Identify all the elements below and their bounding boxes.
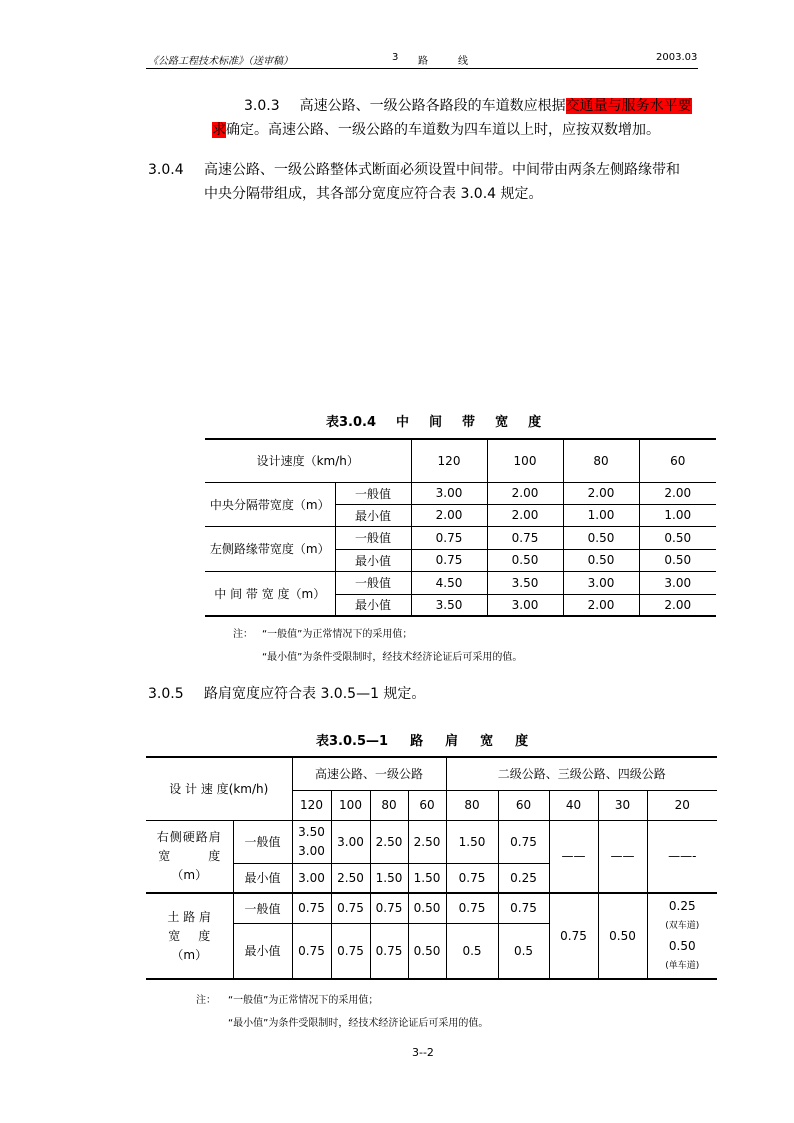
row-label-hard-shoulder: [146, 820, 233, 893]
soil-shoulder-label-3: （m）: [171, 947, 208, 962]
value-cell: 0.50: [639, 549, 716, 571]
header-rule: [146, 68, 698, 69]
value-cell: 0.75: [331, 893, 370, 923]
speed-header: 设计速度（km/h）: [205, 439, 411, 482]
value-cell: 0.50: [487, 549, 563, 571]
table-3-0-4-note-2: “最小值”为条件受限制时，经技术经济论证后可采用的值。: [262, 652, 523, 663]
speed-cell: 80: [370, 790, 408, 820]
label-char: 宽: [158, 848, 171, 863]
row-label-left-edge-strip: 左侧路缘带宽度（m）: [205, 526, 335, 571]
speed-cell: 100: [487, 439, 563, 482]
value-cell: 3.00: [292, 863, 331, 893]
caption-char: 间: [429, 415, 443, 430]
table-3-0-4-caption: [326, 411, 541, 430]
caption-char: 度: [528, 415, 542, 430]
value-cell: 3.50: [411, 594, 487, 616]
table-3-0-5-1-caption: [316, 730, 528, 749]
row-label-soil-shoulder: [146, 893, 233, 979]
value-cell: 2.50: [408, 820, 446, 863]
speed-cell: 30: [598, 790, 647, 820]
value-cell: 0.75: [446, 893, 498, 923]
value-cell: 3.00: [331, 820, 370, 863]
value-cell: 0.75: [446, 863, 498, 893]
section-3-0-4-line-1: 高速公路、一级公路整体式断面必须设置中间带。中间带由两条左侧路缘带和: [204, 162, 680, 178]
speed-cell: 60: [639, 439, 716, 482]
hard-shoulder-label-2: [146, 847, 233, 866]
table-3-0-5-1-caption-number: 表3.0.5—1: [316, 734, 389, 749]
header-book-title: 《公路工程技术标准》（送审稿）: [148, 56, 293, 67]
table-3-0-4: [205, 438, 716, 617]
value-cell: 0.50: [408, 893, 446, 923]
value-cell-merged-30: 0.50: [598, 893, 647, 979]
caption-char: 度: [515, 734, 529, 749]
value-cell: 1.00: [639, 504, 716, 526]
section-3-0-4-line-2: 中央分隔带组成，其各部分宽度应符合表 3.0.4 规定。: [204, 186, 543, 202]
header-date: 2003.03: [656, 52, 698, 63]
value-cell: 2.50: [331, 863, 370, 893]
value-cell: 2.00: [411, 504, 487, 526]
table-3-0-4-caption-number: 表3.0.4: [326, 415, 377, 430]
speed-cell: 80: [446, 790, 498, 820]
highlight-requirement: 要求: [212, 98, 692, 138]
row-label-median: 中央分隔带宽度（m）: [205, 482, 335, 526]
value-cell: 0.75: [370, 923, 408, 979]
type-min: 最小值: [233, 863, 292, 893]
type-general: 一般值: [335, 482, 411, 504]
value-cell: 0.50: [563, 526, 639, 549]
value-cell: 3.50: [487, 571, 563, 594]
section-3-0-5-text: 路肩宽度应符合表 3.0.5—1 规定。: [204, 686, 426, 702]
value-cell: 2.00: [487, 482, 563, 504]
value-cell: 0.75: [498, 893, 549, 923]
speed-cell: 60: [408, 790, 446, 820]
value-cell: 2.00: [563, 482, 639, 504]
value-cell: 0.25: [498, 863, 549, 893]
hard-shoulder-label-1: 右侧硬路肩: [156, 829, 222, 844]
value-line: 0.25: [668, 899, 696, 913]
caption-char: 带: [462, 415, 476, 430]
value-cell: 1.50: [370, 863, 408, 893]
speed-cell: 40: [549, 790, 598, 820]
value-cell: 3.00: [487, 594, 563, 616]
dash-cell: ——-: [647, 820, 717, 893]
section-3-0-3-number: 3.0.3: [244, 98, 280, 114]
header-chapter-char-2: 线: [458, 56, 468, 67]
value-line: 3.50: [298, 824, 325, 839]
type-min: 最小值: [335, 549, 411, 571]
value-cell: 2.00: [639, 482, 716, 504]
value-cell-stacked: [292, 820, 331, 863]
table-3-0-5-1-note-2: “最小值”为条件受限制时，经技术经济论证后可采用的值。: [228, 1018, 489, 1029]
value-cell: 2.00: [563, 594, 639, 616]
value-cell: 1.50: [446, 820, 498, 863]
table-3-0-4-note-prefix: 注：: [233, 629, 253, 640]
type-min: 最小值: [335, 594, 411, 616]
label-char: 度: [208, 848, 221, 863]
group-header-highway: 高速公路、一级公路: [292, 757, 446, 790]
value-cell: 3.00: [411, 482, 487, 504]
group-header-secondary: 二级公路、三级公路、四级公路: [446, 757, 717, 790]
highlight-traffic-service: 交通量与服务水平: [565, 98, 678, 114]
value-line: 0.50: [668, 939, 696, 953]
type-min: 最小值: [233, 923, 292, 979]
value-cell: 4.50: [411, 571, 487, 594]
section-3-0-3-text-b: 确定。高速公路、一级公路的车道数为四车道以上时，应按双数增加。: [226, 122, 660, 138]
dash-cell: ——: [598, 820, 647, 893]
value-cell: 0.75: [411, 549, 487, 571]
value-cell: 0.75: [292, 893, 331, 923]
value-cell: 1.00: [563, 504, 639, 526]
label-char: 宽: [168, 928, 181, 943]
value-cell: 0.5: [446, 923, 498, 979]
speed-cell: 100: [331, 790, 370, 820]
value-cell: 2.00: [487, 504, 563, 526]
value-cell: 0.75: [370, 893, 408, 923]
value-note: (单车道): [665, 961, 700, 971]
value-cell: 0.50: [639, 526, 716, 549]
value-cell: 0.75: [411, 526, 487, 549]
hard-shoulder-label-3: （m）: [171, 867, 208, 882]
speed-cell: 120: [411, 439, 487, 482]
type-general: 一般值: [335, 571, 411, 594]
value-cell: 0.75: [292, 923, 331, 979]
speed-cell: 20: [647, 790, 717, 820]
value-note: (双车道): [665, 921, 700, 931]
caption-char: 宽: [480, 734, 494, 749]
caption-char: 肩: [445, 734, 459, 749]
caption-char: 中: [396, 415, 410, 430]
value-cell: 0.5: [498, 923, 549, 979]
page-number: 3--2: [412, 1046, 434, 1059]
value-cell: 0.50: [408, 923, 446, 979]
table-3-0-4-note-1: “一般值”为正常情况下的采用值；: [262, 629, 413, 640]
soil-shoulder-label-1: 土 路 肩: [167, 909, 212, 924]
soil-shoulder-label-2: [146, 927, 233, 946]
section-3-0-5-number: 3.0.5: [148, 686, 184, 702]
value-cell: 0.75: [487, 526, 563, 549]
table-3-0-5-1-note-1: “一般值”为正常情况下的采用值；: [228, 995, 379, 1006]
value-line: 3.00: [298, 843, 325, 858]
value-cell: 0.50: [563, 549, 639, 571]
row-label-median-total: 中 间 带 宽 度（m）: [205, 571, 335, 616]
value-cell-merged-40: 0.75: [549, 893, 598, 979]
dash-cell: ——: [549, 820, 598, 893]
value-cell: 2.50: [370, 820, 408, 863]
header-chapter-number: 3: [392, 52, 399, 63]
value-cell: 1.50: [408, 863, 446, 893]
value-cell: 0.75: [331, 923, 370, 979]
value-cell-speed-20: [647, 893, 717, 979]
section-3-0-3: [212, 94, 704, 142]
label-char: 度: [198, 928, 211, 943]
table-3-0-5-1: [146, 756, 717, 980]
section-3-0-4-number: 3.0.4: [148, 162, 184, 178]
type-min: 最小值: [335, 504, 411, 526]
value-cell: 3.00: [563, 571, 639, 594]
speed-cell: 60: [498, 790, 549, 820]
type-general: 一般值: [335, 526, 411, 549]
type-general: 一般值: [233, 820, 292, 863]
section-3-0-3-text-a: 高速公路、一级公路各路段的车道数应根据: [299, 98, 566, 114]
speed-cell: 80: [563, 439, 639, 482]
header-chapter-char-1: 路: [418, 56, 428, 67]
caption-char: 路: [410, 734, 424, 749]
caption-char: 宽: [495, 415, 509, 430]
speed-header: 设 计 速 度(km/h): [146, 757, 292, 820]
value-cell: 3.00: [639, 571, 716, 594]
value-cell: 0.75: [498, 820, 549, 863]
table-3-0-5-1-note-prefix: 注：: [196, 995, 216, 1006]
type-general: 一般值: [233, 893, 292, 923]
speed-cell: 120: [292, 790, 331, 820]
value-cell: 2.00: [664, 597, 692, 612]
